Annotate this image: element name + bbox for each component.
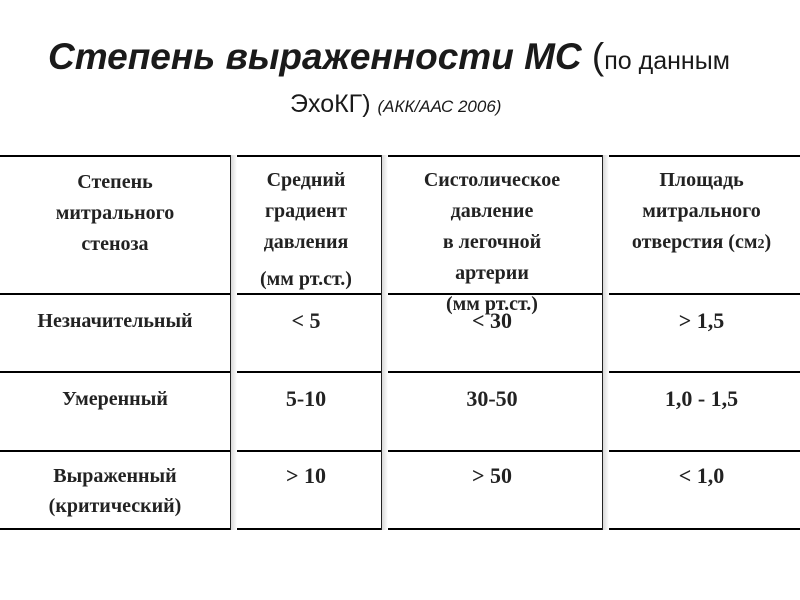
header-degree-line: стеноза (81, 233, 149, 255)
row3-area: < 1,0 (678, 463, 725, 488)
row3-gradient: > 10 (285, 463, 327, 488)
header-degree (0, 167, 230, 260)
header-area-line: Площадь (659, 169, 744, 191)
slide-title-line2 (290, 90, 501, 130)
header-area-line (603, 227, 800, 260)
title-paren-open: ( (581, 36, 605, 77)
header-mean-gradient (231, 165, 381, 295)
degree-label: Умеренный (62, 388, 168, 410)
header-pa-pressure (382, 165, 602, 320)
header-pressure-line: артерии (455, 262, 529, 284)
row1-area: > 1,5 (678, 308, 725, 333)
title-main: Степень выраженности МС (48, 36, 582, 77)
title-reference: (АКК/ААС 2006) (377, 97, 502, 116)
row-divider (0, 371, 800, 373)
header-area-close: ) (764, 231, 772, 253)
row2-area: 1,0 - 1,5 (664, 386, 739, 411)
row1-pressure: < 30 (471, 308, 513, 333)
row-divider (0, 450, 800, 452)
row-degree-severe (0, 461, 230, 521)
row3-pressure: > 50 (471, 463, 513, 488)
slide-title (48, 36, 798, 86)
header-pressure-line: давление (450, 200, 534, 222)
row-degree-moderate (0, 384, 230, 414)
header-area-line: митрального (642, 200, 761, 222)
header-pressure-line: в легочной (442, 231, 542, 253)
header-pressure-line: Систолическое (423, 169, 561, 191)
header-degree-line: Степень (77, 171, 153, 193)
degree-label-sub: (критический) (48, 495, 182, 517)
header-pressure-line: (мм рт.ст.) (446, 293, 538, 315)
table-bottom-border (0, 528, 800, 530)
stenosis-severity-table (0, 155, 800, 530)
header-mitral-area (603, 165, 800, 260)
title-subtitle-part1: по данным (604, 47, 730, 75)
row1-gradient: < 5 (291, 308, 321, 333)
header-area-text: отверстия (см (631, 231, 758, 253)
header-degree-line: митрального (55, 202, 175, 224)
table-top-border (0, 155, 800, 157)
header-area-unit-power: 2 (757, 237, 765, 252)
header-gradient-line: давления (263, 231, 349, 253)
header-gradient-line: (мм рт.ст.) (260, 268, 352, 290)
header-gradient-line: Средний (266, 169, 346, 191)
header-gradient-line: градиент (264, 200, 348, 222)
title-subtitle-part2: ЭхоКГ) (290, 90, 378, 118)
row2-pressure: 30-50 (466, 386, 518, 411)
degree-label: Выраженный (53, 465, 177, 487)
row2-gradient: 5-10 (285, 386, 327, 411)
row-degree-mild (0, 306, 230, 336)
degree-label: Незначительный (37, 310, 193, 332)
